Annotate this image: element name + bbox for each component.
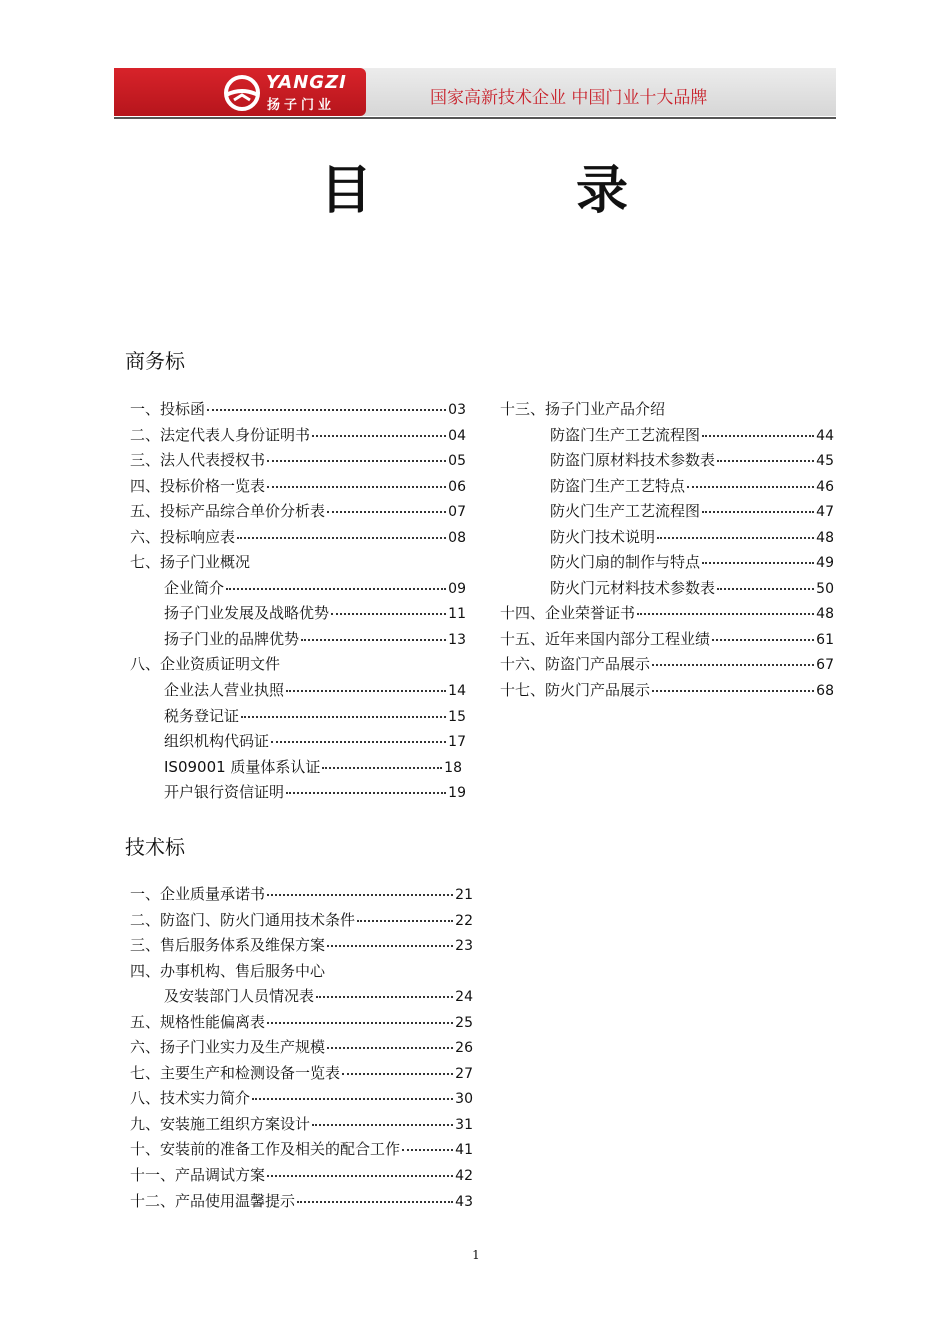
toc-page-number: 21 (455, 887, 473, 903)
toc-page-number: 09 (448, 581, 466, 597)
toc-label: 企业法人营业执照 (164, 681, 285, 699)
toc-page-number: 08 (448, 530, 466, 546)
toc-label: 三、法人代表授权书 (130, 451, 266, 469)
toc-page-number: 26 (455, 1040, 473, 1056)
toc-label: 十七、防火门产品展示 (500, 681, 651, 699)
toc-page-number: 04 (448, 428, 466, 444)
toc-leader-dots (241, 716, 446, 718)
toc-label: 十六、防盗门产品展示 (500, 655, 651, 673)
toc-page-number: 07 (448, 504, 466, 520)
toc-entry[interactable] (130, 1011, 473, 1033)
toc-label: 六、扬子门业实力及生产规模 (130, 1038, 326, 1056)
toc-page-number: 22 (455, 913, 473, 929)
toc-page-number: 41 (455, 1142, 473, 1158)
toc-entry[interactable] (130, 883, 473, 905)
toc-label: 防盗门原材料技术参数表 (550, 451, 716, 469)
toc-entry[interactable] (500, 602, 834, 624)
toc-label: 十二、产品使用温馨提示 (130, 1192, 296, 1210)
toc-entry[interactable] (500, 653, 834, 675)
toc-page-number: 50 (816, 581, 834, 597)
toc-label: 九、安装施工组织方案设计 (130, 1115, 311, 1133)
toc-entry[interactable] (550, 475, 834, 497)
toc-page-number: 19 (448, 785, 466, 801)
toc-leader-dots (712, 639, 814, 641)
toc-label: 十四、企业荣誉证书 (500, 604, 636, 622)
toc-label: 组织机构代码证 (164, 732, 270, 750)
toc-leader-dots (702, 511, 814, 513)
toc-page-number: 42 (455, 1168, 473, 1184)
toc-entry[interactable] (130, 526, 466, 548)
toc-leader-dots (316, 996, 453, 998)
toc-label: 防火门扇的制作与特点 (550, 553, 701, 571)
logo-chinese: 扬子门业 (267, 98, 336, 113)
toc-page-number: 44 (816, 428, 834, 444)
toc-page-number: 25 (455, 1015, 473, 1031)
toc-entry[interactable] (500, 628, 834, 650)
toc-group-heading[interactable]: 四、办事机构、售后服务中心 (130, 962, 326, 980)
toc-page-number: 46 (816, 479, 834, 495)
logo-english: YANGZI (266, 72, 347, 93)
toc-label: 防盗门生产工艺特点 (550, 477, 686, 495)
toc-group-heading[interactable]: 十三、扬子门业产品介绍 (500, 400, 666, 418)
toc-page-number: 24 (455, 989, 473, 1005)
toc-page-number: 06 (448, 479, 466, 495)
toc-leader-dots (717, 460, 814, 462)
toc-leader-dots (267, 1022, 453, 1024)
yangzi-logo-icon (222, 73, 262, 113)
toc-group-heading[interactable]: 七、扬子门业概况 (130, 553, 251, 571)
toc-label: 防火门元材料技术参数表 (550, 579, 716, 597)
title-char-1: 目 (320, 160, 373, 221)
toc-page-number: 68 (816, 683, 834, 699)
toc-label: 一、企业质量承诺书 (130, 885, 266, 903)
toc-entry[interactable] (164, 577, 466, 599)
toc-label: 四、投标价格一览表 (130, 477, 266, 495)
toc-leader-dots (252, 1098, 453, 1100)
toc-leader-dots (226, 588, 446, 590)
toc-label: 五、投标产品综合单价分析表 (130, 502, 326, 520)
toc-entry[interactable] (164, 679, 466, 701)
toc-leader-dots (267, 1175, 453, 1177)
header-rule (114, 117, 836, 119)
business-heading: 商务标 (125, 349, 185, 373)
toc-entry[interactable] (164, 602, 466, 624)
toc-label: 三、售后服务体系及维保方案 (130, 936, 326, 954)
toc-leader-dots (286, 792, 446, 794)
toc-entry[interactable] (164, 628, 466, 650)
toc-entry[interactable] (130, 475, 466, 497)
toc-leader-dots (342, 1073, 453, 1075)
toc-label: 扬子门业发展及战略优势 (164, 604, 330, 622)
technical-heading: 技术标 (125, 835, 185, 859)
toc-label: 扬子门业的品牌优势 (164, 630, 300, 648)
toc-label: 五、规格性能偏离表 (130, 1013, 266, 1031)
toc-leader-dots (327, 1047, 453, 1049)
toc-entry[interactable] (550, 526, 834, 548)
toc-label: 八、技术实力简介 (130, 1089, 251, 1107)
company-logo (114, 68, 366, 116)
toc-entry[interactable] (130, 1190, 473, 1212)
toc-entry[interactable] (130, 1138, 473, 1160)
toc-entry[interactable] (164, 781, 466, 803)
toc-label: 二、防盗门、防火门通用技术条件 (130, 911, 356, 929)
toc-label: 二、法定代表人身份证明书 (130, 426, 311, 444)
toc-leader-dots (652, 690, 814, 692)
toc-label: 七、主要生产和检测设备一览表 (130, 1064, 341, 1082)
toc-entry[interactable] (130, 500, 466, 522)
title-char-2: 录 (576, 160, 629, 221)
toc-entry[interactable] (130, 1062, 473, 1084)
toc-label: 十五、近年来国内部分工程业绩 (500, 630, 711, 648)
toc-page-number: 67 (816, 657, 834, 673)
toc-page-number: 27 (455, 1066, 473, 1082)
toc-entry[interactable] (550, 424, 834, 446)
toc-leader-dots (717, 588, 814, 590)
toc-page-number: 15 (448, 709, 466, 725)
toc-entry[interactable] (164, 730, 466, 752)
toc-entry[interactable] (130, 909, 473, 931)
toc-leader-dots (312, 435, 446, 437)
toc-page-number: 30 (455, 1091, 473, 1107)
toc-leader-dots (237, 537, 446, 539)
toc-leader-dots (702, 435, 814, 437)
toc-entry[interactable] (130, 1087, 473, 1109)
toc-entry[interactable] (164, 756, 462, 778)
toc-page-number: 48 (816, 606, 834, 622)
toc-entry[interactable] (550, 577, 834, 599)
toc-leader-dots (702, 562, 814, 564)
toc-page-number: 05 (448, 453, 466, 469)
toc-page-number: 48 (816, 530, 834, 546)
toc-entry[interactable] (550, 500, 834, 522)
page-number: 1 (472, 1248, 480, 1262)
toc-entry[interactable] (550, 551, 834, 573)
toc-leader-dots (207, 409, 446, 411)
toc-label: 税务登记证 (164, 707, 240, 725)
toc-label: 企业简介 (164, 579, 225, 597)
toc-page-number: 43 (455, 1194, 473, 1210)
toc-leader-dots (267, 460, 446, 462)
toc-label: IS09001 质量体系认证 (164, 758, 321, 776)
toc-leader-dots (402, 1149, 453, 1151)
toc-entry[interactable] (164, 705, 466, 727)
toc-page-number: 03 (448, 402, 466, 418)
toc-page-number: 45 (816, 453, 834, 469)
toc-entry[interactable] (550, 449, 834, 471)
toc-leader-dots (657, 537, 814, 539)
toc-page-number: 18 (444, 760, 462, 776)
toc-label: 十、安装前的准备工作及相关的配合工作 (130, 1140, 401, 1158)
toc-entry[interactable] (130, 1036, 473, 1058)
toc-label: 六、投标响应表 (130, 528, 236, 546)
toc-entry[interactable] (130, 398, 466, 420)
toc-entry[interactable] (130, 1164, 473, 1186)
toc-label: 及安装部门人员情况表 (164, 987, 315, 1005)
toc-page-number: 23 (455, 938, 473, 954)
toc-leader-dots (652, 664, 814, 666)
toc-entry[interactable] (130, 934, 473, 956)
toc-page-number: 17 (448, 734, 466, 750)
toc-leader-dots (271, 741, 446, 743)
toc-label: 开户银行资信证明 (164, 783, 285, 801)
toc-entry[interactable] (130, 424, 466, 446)
toc-page-number: 31 (455, 1117, 473, 1133)
toc-leader-dots (297, 1201, 453, 1203)
toc-page-number: 11 (448, 606, 466, 622)
toc-leader-dots (267, 894, 453, 896)
toc-leader-dots (327, 511, 446, 513)
toc-entry[interactable] (164, 985, 473, 1007)
toc-leader-dots (267, 486, 446, 488)
toc-leader-dots (357, 920, 453, 922)
header-slogan: 国家高新技术企业 中国门业十大品牌 (430, 88, 708, 108)
toc-entry[interactable] (130, 1113, 473, 1135)
toc-leader-dots (331, 613, 446, 615)
toc-page-number: 47 (816, 504, 834, 520)
toc-page-number: 14 (448, 683, 466, 699)
toc-label: 一、投标函 (130, 400, 206, 418)
toc-leader-dots (637, 613, 814, 615)
toc-leader-dots (286, 690, 446, 692)
toc-label: 防火门生产工艺流程图 (550, 502, 701, 520)
toc-leader-dots (327, 945, 453, 947)
toc-leader-dots (312, 1124, 453, 1126)
toc-group-heading[interactable]: 八、企业资质证明文件 (130, 655, 281, 673)
toc-page-number: 13 (448, 632, 466, 648)
toc-label: 防火门技术说明 (550, 528, 656, 546)
toc-leader-dots (301, 639, 446, 641)
toc-leader-dots (687, 486, 814, 488)
toc-label: 十一、产品调试方案 (130, 1166, 266, 1184)
toc-leader-dots (322, 767, 442, 769)
toc-label: 防盗门生产工艺流程图 (550, 426, 701, 444)
toc-page-number: 61 (816, 632, 834, 648)
toc-entry[interactable] (130, 449, 466, 471)
toc-entry[interactable] (500, 679, 834, 701)
toc-page-number: 49 (816, 555, 834, 571)
